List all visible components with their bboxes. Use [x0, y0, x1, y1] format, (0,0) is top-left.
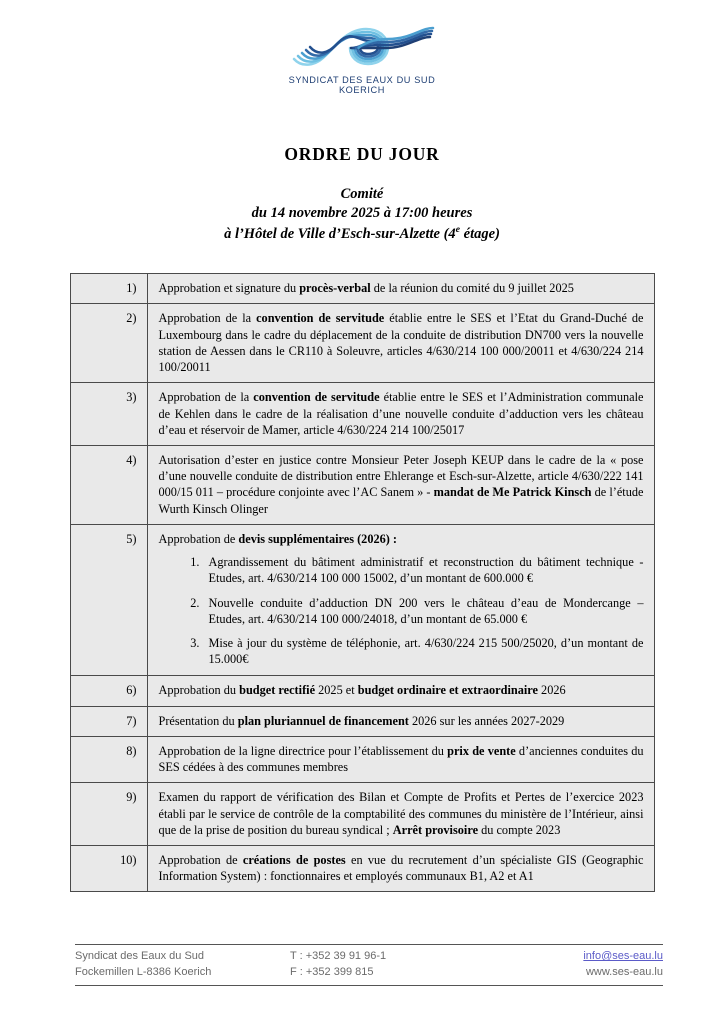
meeting-subtitle [0, 185, 724, 245]
agenda-subitem: 1. Agrandissement du bâtiment administratif et reconstruction du bâtiment technique - Etudes, art. 4/630/214 100 000 15002, d’un montant de 600.000 € [203, 554, 644, 586]
subtitle-line-3-pre: à l’Hôtel de Ville d’Esch-sur-Alzette (4 [224, 225, 456, 242]
agenda-text-run: Approbation de [158, 531, 239, 546]
logo-block [0, 0, 724, 96]
footer-org-name: Syndicat des Eaux du Sud [75, 950, 205, 963]
agenda-item-lead [159, 789, 644, 838]
agenda-row [70, 446, 654, 525]
agenda-item-lead [159, 280, 644, 296]
agenda-text-run: Examen du rapport de vérification des Bilan et Compte de Profits et Pertes de l’exercice 2023 établi par le service de contrôle de la comptabilité des communes du ministère de l’Intérieur, ainsi que de la prise de position du bureau syndical ; [158, 790, 644, 837]
agenda-text-run: établie entre le SES et l’Etat du Grand-Duché de Luxembourg dans le cadre du déplacement de la conduite de distribution DN700 vers la nouvelle station de Aessen dans le CR110 à Soleuvre, articles 4/630/214 100 000/20011 et 4/630/224 214 100/20011 [158, 311, 644, 375]
agenda-item-number: 2) [70, 304, 147, 383]
agenda-item-number: 3) [70, 383, 147, 446]
agenda-item-lead [159, 531, 644, 547]
footer-rule-top [75, 944, 663, 945]
agenda-item-text [147, 383, 654, 446]
agenda-emphasis: plan pluriannuel de financement [237, 713, 409, 728]
agenda-table [70, 273, 655, 892]
agenda-item-number: 10) [70, 845, 147, 891]
subtitle-line-3 [0, 223, 724, 244]
agenda-item-text [147, 706, 654, 736]
agenda-item-number: 5) [70, 524, 147, 676]
agenda-emphasis: convention de servitude [256, 311, 385, 326]
footer-contact-column [290, 949, 495, 981]
subtitle-line-1: Comité [340, 185, 384, 202]
agenda-subitem: 3. Mise à jour du système de téléphonie, art. 4/630/224 215 500/25020, d’un montant de 15.000€ [203, 635, 644, 667]
agenda-item-text [147, 783, 654, 846]
agenda-row [70, 676, 654, 706]
agenda-text-run: Approbation de [158, 852, 243, 867]
agenda-emphasis: Arrêt provisoire [392, 822, 479, 837]
agenda-emphasis: budget rectifié [239, 683, 316, 698]
logo-line-2: KOERICH [338, 85, 386, 96]
agenda-row [70, 706, 654, 736]
agenda-text-run: établie entre le SES et l’Administration communale de Kehlen dans le cadre de la réalisation d’une nouvelle conduite d’adduction vers les château d’eau et réservoir de Mamer, article 4/630/224 214 100/25017 [158, 390, 644, 437]
subtitle-line-3-post: étage) [460, 225, 500, 242]
agenda-text-run: du compte 2023 [478, 822, 561, 837]
agenda-item-lead [159, 389, 644, 438]
agenda-row [70, 383, 654, 446]
agenda-emphasis: procès-verbal [299, 281, 371, 296]
agenda-item-number: 4) [70, 446, 147, 525]
agenda-row [70, 783, 654, 846]
agenda-text-run: Approbation de la [158, 311, 257, 326]
logo-line-1: SYNDICAT DES EAUX DU SUD [288, 75, 436, 85]
agenda-text-run: Approbation du [158, 683, 240, 698]
agenda-row [70, 304, 654, 383]
agenda-text-run: Approbation de la ligne directrice pour l’établissement du [158, 743, 448, 758]
footer-fax: F : +352 399 815 [290, 966, 374, 979]
agenda-item-text [147, 845, 654, 891]
page-title: ORDRE DU JOUR [284, 143, 440, 164]
agenda-row [70, 845, 654, 891]
agenda-row [70, 524, 654, 676]
subtitle-line-2: du 14 novembre 2025 à 17:00 heures [251, 204, 473, 221]
ses-wave-logo-icon [287, 22, 437, 72]
footer-website: www.ses-eau.lu [585, 966, 663, 979]
agenda-item-lead [159, 310, 644, 375]
footer-email-link[interactable]: info@ses-eau.lu [583, 950, 663, 963]
agenda-table-wrapper [70, 273, 655, 892]
agenda-text-run: en vue du recrutement d’un spécialiste GIS (Geographic Information System) : fonctionnaires et employés communaux B1, A2 et A1 [158, 852, 644, 884]
agenda-item-text [147, 446, 654, 525]
agenda-row [70, 274, 654, 304]
agenda-item-number: 7) [70, 706, 147, 736]
agenda-item-text [147, 676, 654, 706]
footer-phone: T : +352 39 91 96-1 [290, 950, 387, 963]
agenda-subitem: 2. Nouvelle conduite d’adduction DN 200 vers le château d’eau de Mondercange – Etudes, art. 4/630/214 100 000/24018, d’un montant de 65.000 € [203, 595, 644, 627]
agenda-item-number: 9) [70, 783, 147, 846]
agenda-item-lead [159, 452, 644, 517]
agenda-subitem-list [159, 554, 644, 667]
agenda-emphasis: convention de servitude [253, 390, 380, 405]
agenda-text-run: 2025 et [315, 683, 358, 698]
agenda-item-lead [159, 743, 644, 775]
footer-web-column [495, 949, 663, 981]
agenda-text-run: Approbation et signature du [158, 281, 300, 296]
agenda-item-lead [159, 852, 644, 884]
agenda-item-text [147, 736, 654, 782]
agenda-emphasis: devis supplémentaires (2026) : [238, 531, 398, 546]
page-footer [75, 944, 663, 986]
agenda-row [70, 736, 654, 782]
agenda-emphasis: créations de postes [242, 852, 346, 867]
agenda-item-text [147, 524, 654, 676]
agenda-emphasis: budget ordinaire et extraordinaire [357, 683, 538, 698]
agenda-item-lead [159, 682, 644, 698]
agenda-text-run: Autorisation d’ester en justice contre Monsieur Peter Joseph KEUP dans le cadre de la « pose d’une nouvelle conduite de distribution entre Ehlerange et Esch-sur-Alzette, article 4/630/222 141 000/15 011 – procédure conjointe avec l’AC Sanem » - [158, 453, 644, 500]
agenda-text-run: 2026 [537, 683, 566, 698]
agenda-item-number: 1) [70, 274, 147, 304]
agenda-emphasis: prix de vente [447, 743, 516, 758]
footer-address-column [75, 949, 290, 981]
agenda-text-run: de la réunion du comité du 9 juillet 2025 [370, 281, 574, 296]
agenda-text-run: Approbation de la [158, 390, 254, 405]
agenda-item-lead [159, 713, 644, 729]
logo-wordmark [289, 75, 436, 96]
agenda-item-number: 8) [70, 736, 147, 782]
agenda-item-number: 6) [70, 676, 147, 706]
agenda-text-run: 2026 sur les années 2027-2029 [408, 713, 565, 728]
footer-address: Fockemillen L-8386 Koerich [75, 966, 212, 979]
subtitle-line-3-sup: e [455, 224, 461, 236]
agenda-text-run: de l’étude Wurth Kinsch Olinger [158, 485, 644, 516]
agenda-item-text [147, 304, 654, 383]
agenda-item-text [147, 274, 654, 304]
footer-rule-bottom [75, 985, 663, 986]
agenda-text-run: d’anciennes conduites du SES cédées à des communes membres [158, 743, 644, 775]
agenda-text-run: Présentation du [158, 713, 238, 728]
agenda-emphasis: mandat de Me Patrick Kinsch [433, 485, 592, 500]
